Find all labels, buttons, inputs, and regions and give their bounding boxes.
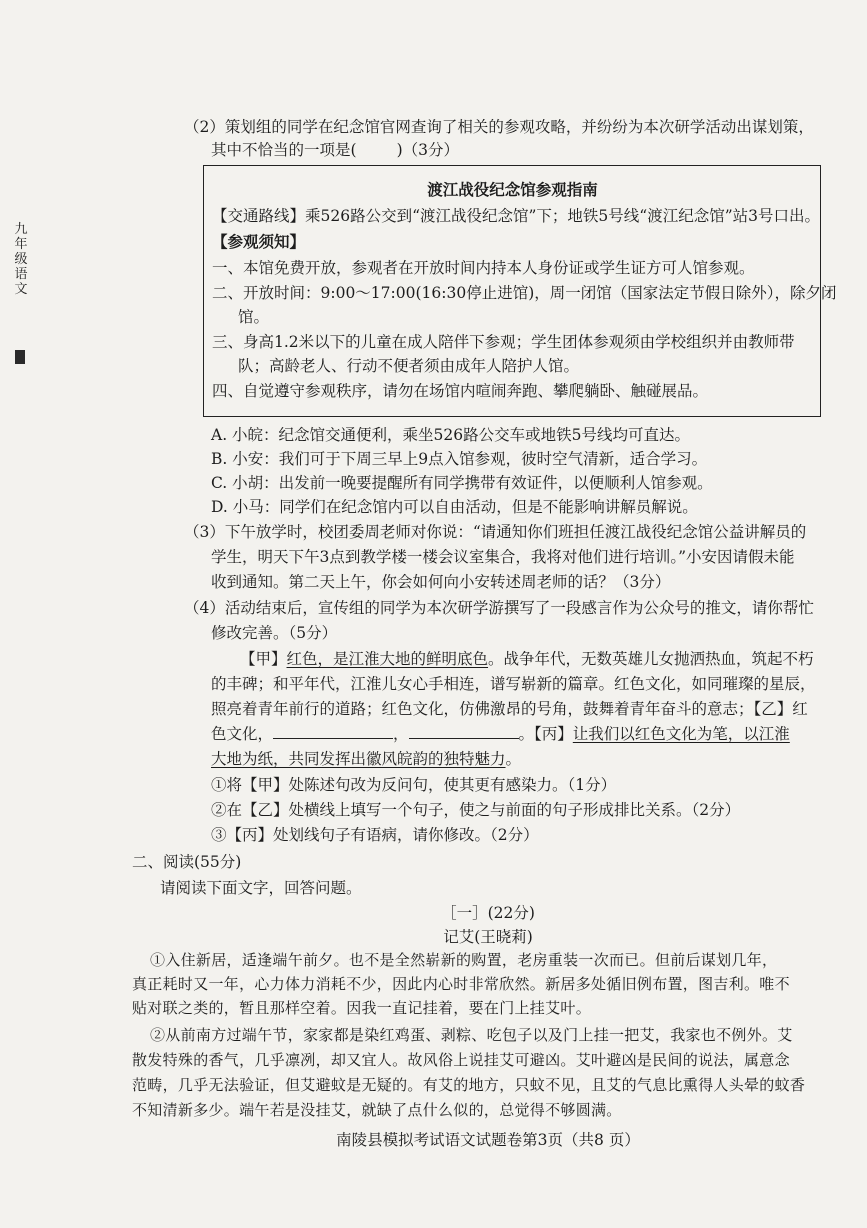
article-line-2: 真正耗时又一年，心力体力消耗不少，因此内心时非常欣然。新居多处循旧例布置，图吉利。唯不	[132, 975, 790, 993]
reading-part-label: ［一］(22分)	[441, 904, 535, 922]
article-line-1: ①入住新居，适逢端午前夕。也不是全然崭新的购置，老房重装一次而已。但前后谋划几年，	[150, 951, 778, 969]
q4-sub2: ②在【乙】处横线上填写一个句子，使之与前面的句子形成排比关系。（2分）	[211, 801, 741, 819]
q4-line1: （4）活动结束后，宣传组的同学为本次研学游撰写了一段感言作为公众号的推文，请你帮忙	[184, 599, 814, 617]
bing-sentence-part2: 大地为纸，共同发挥出徽风皖韵的独特魅力	[211, 750, 506, 768]
article-title: 记艾(王晓莉)	[443, 928, 533, 946]
q4-passage-line3: 照亮着青年前行的道路；红色文化，仿佛激昂的号角，鼓舞着青年奋斗的意志；【乙】红	[211, 700, 808, 718]
q4-line2: 修改完善。（5分）	[211, 624, 338, 642]
bing-sentence-part1: 让我们以红色文化为笔，以江淮	[572, 725, 790, 743]
q2-stem-line2	[211, 140, 459, 160]
article-line-4: ②从前南方过端午节，家家都是染红鸡蛋、剥粽、吃包子以及门上挂一把艾，我家也不例外。艾	[150, 1026, 793, 1044]
article-line-6: 范畴，几乎无法验证，但艾避蚊是无疑的。有艾的地方，只蚊不见，且艾的气息比熏得人头晕的蚊香	[132, 1076, 806, 1094]
q3-line1: （3）下午放学时，校团委周老师对你说：“请通知你们班担任渡江战役纪念馆公益讲解员的	[184, 523, 807, 541]
guide-title: 渡江战役纪念馆参观指南	[427, 180, 598, 199]
guide-notice-1: 一、本馆免费开放，参观者在开放时间内持本人身份证或学生证方可人馆参观。	[212, 259, 755, 277]
guide-notice-heading: 【参观须知】	[212, 232, 306, 251]
jia-marker: 【甲】	[240, 650, 287, 668]
passage-text: 。战争年代，无数英雄儿女抛洒热血，筑起不朽	[488, 650, 814, 668]
binding-mark	[15, 350, 25, 364]
option-b: B. 小安：我们可于下周三早上9点入馆参观，彼时空气清新，适合学习。	[211, 450, 708, 468]
q4-sub1: ①将【甲】处陈述句改为反问句，使其更有感染力。（1分）	[211, 776, 617, 794]
passage-period: 。	[505, 750, 522, 768]
option-a: A. 小皖：纪念馆交通便利，乘坐526路公交车或地铁5号线均可直达。	[211, 426, 690, 444]
guide-route: 【交通路线】乘526路公交到“渡江战役纪念馆”下；地铁5号线“渡江纪念馆”站3号口出。	[212, 207, 821, 225]
guide-notice-2a: 二、开放时间：9:00～17:00(16:30停止进馆)，周一闭馆（国家法定节假日除外），除夕闭	[212, 284, 837, 302]
q2-stem-a: 其中不恰当的一项是(	[211, 141, 357, 159]
option-c: C. 小胡：出发前一晚要提醒所有同学携带有效证件，以便顺利人馆参观。	[211, 474, 713, 492]
q2-stem-line1: （2）策划组的同学在纪念馆官网查询了相关的参观攻略，并纷纷为本次研学活动出谋划策，	[184, 118, 814, 136]
q4-sub3: ③【丙】处划线句子有语病，请你修改。（2分）	[211, 826, 539, 844]
yi-blank-1[interactable]	[273, 724, 393, 739]
side-label: 九 年 级 语 文	[14, 222, 28, 297]
passage-text: 色文化，	[211, 725, 274, 743]
yi-blank-2[interactable]	[409, 724, 519, 739]
q3-line3: 收到通知。第二天上午，你会如何向小安转述周老师的话？（3分）	[211, 573, 671, 591]
article-line-5: 散发特殊的香气，几乎凛冽，却又宜人。故风俗上说挂艾可避凶。艾叶避凶是民间的说法，属意念	[132, 1051, 790, 1069]
q2-stem-b: )（3分）	[396, 141, 459, 159]
guide-notice-3b: 队；高龄老人、行动不便者须由成年人陪护人馆。	[238, 357, 580, 375]
q4-passage-line2: 的丰碑；和平年代，江淮儿女心手相连，谱写崭新的篇章。红色文化，如同璀璨的星辰，	[211, 675, 816, 693]
q4-passage-line1	[240, 649, 814, 669]
passage-comma: ，	[393, 725, 409, 743]
article-line-7: 不知清新多少。端午若是没挂艾，就缺了点什么似的，总觉得不够圆满。	[132, 1101, 622, 1119]
option-d: D. 小马：同学们在纪念馆内可以自由活动，但是不能影响讲解员解说。	[211, 498, 698, 516]
q3-line2: 学生，明天下午3点到教学楼一楼会议室集合，我将对他们进行培训。”小安因请假未能	[211, 548, 795, 566]
guide-notice-2b: 馆。	[238, 308, 270, 326]
reading-instruction: 请阅读下面文字，回答问题。	[160, 879, 362, 897]
section-reading-title: 二、阅读(55分)	[132, 853, 242, 871]
page-footer: 南陵县模拟考试语文试题卷第3页（共8 页）	[336, 1131, 640, 1149]
bing-marker: 。【丙】	[518, 725, 573, 743]
q4-passage-line4	[211, 724, 790, 744]
q4-passage-line5	[211, 749, 521, 769]
guide-notice-3a: 三、身高1.2米以下的儿童在成人陪伴下参观；学生团体参观须由学校组织并由教师带	[212, 333, 795, 351]
jia-sentence: 红色，是江淮大地的鲜明底色	[286, 650, 489, 668]
article-line-3: 贴对联之类的，暂且那样空着。因我一直记挂着，要在门上挂艾叶。	[132, 999, 592, 1017]
guide-notice-4: 四、自觉遵守参观秩序，请勿在场馆内喧闹奔跑、攀爬躺卧、触碰展品。	[212, 382, 709, 400]
